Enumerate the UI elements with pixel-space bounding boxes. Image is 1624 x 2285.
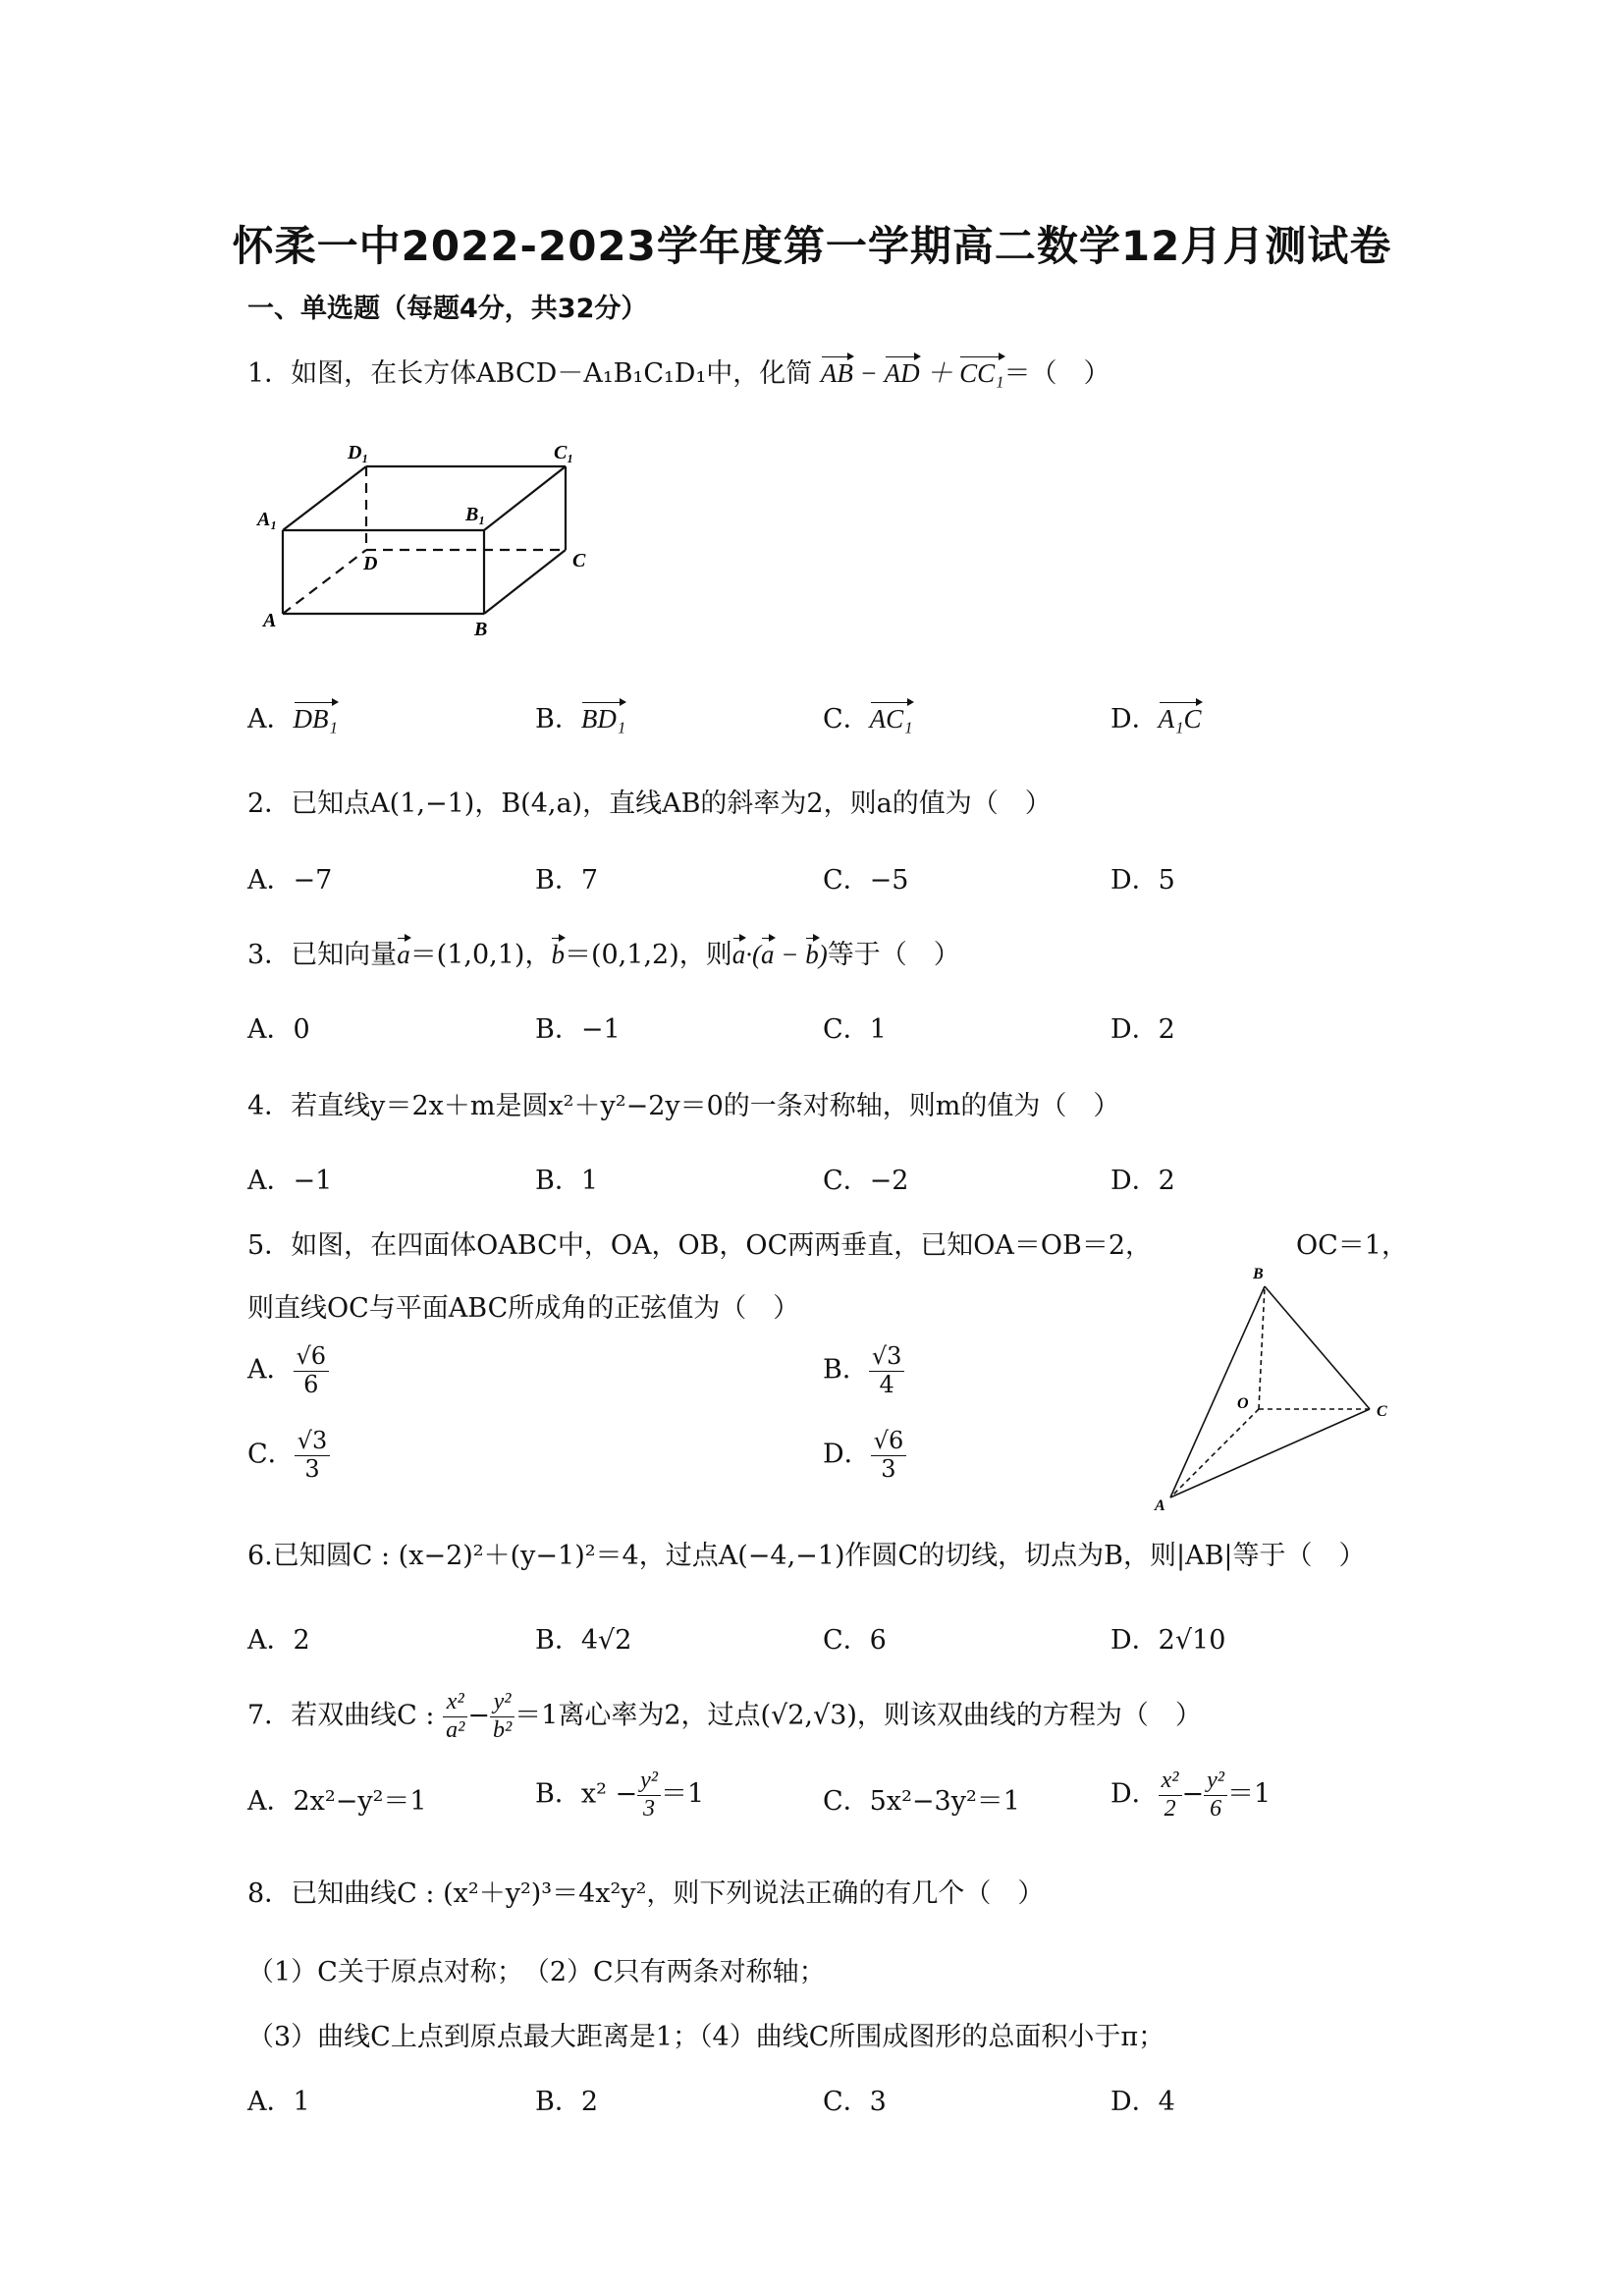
question-2: 2．已知点A(1,−1)，B(4,a)，直线AB的斜率为2，则a的值为（ ） — [247, 789, 1052, 819]
question-1: 1．如图，在长方体ABCD－A₁B₁C₁D₁中，化简 AB − AD ＋ CC₁＝（ ） — [247, 358, 1110, 389]
question-7: 7．若双曲线C : $\frac{\text{x²}}{\text{a²}}$ − $\frac{\text{y²}}{\text{b²}}$ ＝1离心率为2，过点(√2,√3)，则该双曲线的方程为（ ） — [247, 1689, 1202, 1743]
q3-option-b[interactable]: B．−1 — [535, 1014, 621, 1045]
question-5-oc: OC＝1， — [1296, 1230, 1408, 1261]
label-A1: A₁ — [257, 509, 278, 530]
label-D: D — [363, 553, 378, 574]
q1-option-b[interactable]: B．BD₁ — [535, 704, 626, 734]
q4-option-d[interactable]: D．2 — [1110, 1166, 1175, 1196]
q8-option-b[interactable]: B．2 — [535, 2087, 599, 2117]
label-D1: D₁ — [348, 442, 369, 463]
q5-option-a[interactable]: A． $\frac{√6}{6}$ — [247, 1343, 329, 1398]
q7-option-a[interactable]: A．2x²−y²＝1 — [247, 1786, 427, 1817]
q7-option-b[interactable]: B．x² − $\frac{\text{y²}}{3}$ ＝1 — [535, 1768, 705, 1822]
q7-option-d[interactable]: D． $\frac{\text{x²}}{2}$ − $\frac{\text{y²}}{6}$ ＝1 — [1110, 1768, 1272, 1822]
label-C: C — [1377, 1403, 1387, 1420]
q5-option-b[interactable]: B． $\frac{√3}{4}$ — [823, 1343, 904, 1398]
q8-option-a[interactable]: A．1 — [247, 2087, 310, 2117]
label-B1: B₁ — [465, 504, 486, 525]
question-5-line2: 则直线OC与平面ABC所成角的正弦值为（ ） — [247, 1293, 800, 1324]
q2-option-b[interactable]: B．7 — [535, 865, 599, 896]
q2-option-c[interactable]: C．−5 — [823, 865, 909, 896]
section-heading: 一、单选题（每题4分，共32分） — [247, 294, 648, 324]
q8-option-c[interactable]: C．3 — [823, 2087, 887, 2117]
q8-option-d[interactable]: D．4 — [1110, 2087, 1175, 2117]
question-4: 4．若直线y＝2x＋m是圆x²＋y²−2y＝0的一条对称轴，则m的值为（ ） — [247, 1091, 1120, 1121]
q6-option-b[interactable]: B．4√2 — [535, 1625, 632, 1656]
question-5: 5．如图，在四面体OABC中，OA，OB，OC两两垂直，已知OA＝OB＝2， — [247, 1230, 1153, 1261]
q6-option-c[interactable]: C．6 — [823, 1625, 887, 1656]
vector-expression: AB − AD ＋ CC₁ — [820, 358, 1004, 388]
q5-option-d[interactable]: D． $\frac{√6}{3}$ — [823, 1428, 906, 1483]
question-8-statements-1: （1）C关于原点对称； （2）C只有两条对称轴； — [247, 1957, 826, 1987]
label-A: A — [263, 610, 277, 631]
question-6: 6.已知圆C : (x−2)²＋(y−1)²＝4，过点A(−4,−1)作圆C的切线，切点为B，则|AB|等于（ ） — [247, 1541, 1366, 1571]
tetrahedron-diagram — [1149, 1257, 1404, 1512]
q1-option-c[interactable]: C．AC₁ — [823, 704, 913, 734]
label-A: A — [1155, 1497, 1165, 1512]
q4-option-c[interactable]: C．−2 — [823, 1166, 909, 1196]
q4-option-b[interactable]: B．1 — [535, 1166, 599, 1196]
question-8: 8．已知曲线C : (x²＋y²)³＝4x²y²，则下列说法正确的有几个（ ） — [247, 1878, 1045, 1909]
q3-option-d[interactable]: D．2 — [1110, 1014, 1175, 1045]
label-C: C — [572, 550, 586, 571]
label-B: B — [1253, 1266, 1264, 1282]
cuboid-diagram — [253, 432, 607, 638]
label-B: B — [474, 619, 488, 638]
question-8-statements-2: （3）曲线C上点到原点最大距离是1；（4）曲线C所围成图形的总面积小于π； — [247, 2022, 1165, 2052]
q6-option-d[interactable]: D．2√10 — [1110, 1625, 1226, 1656]
q7-option-c[interactable]: C．5x²−3y²＝1 — [823, 1786, 1020, 1817]
q2-option-d[interactable]: D．5 — [1110, 865, 1175, 896]
label-O: O — [1237, 1395, 1249, 1412]
q2-option-a[interactable]: A．−7 — [247, 865, 333, 896]
q1-option-a[interactable]: A．DB₁ — [247, 704, 338, 734]
q6-option-a[interactable]: A．2 — [247, 1625, 310, 1656]
page-title: 怀柔一中2022-2023学年度第一学期高二数学12月月测试卷 — [232, 222, 1392, 270]
label-C1: C₁ — [554, 442, 574, 463]
q1-option-d[interactable]: D．A₁C — [1110, 704, 1202, 734]
q3-option-a[interactable]: A．0 — [247, 1014, 310, 1045]
q3-option-c[interactable]: C．1 — [823, 1014, 887, 1045]
question-3: 3．已知向量a＝(1,0,1)，b＝(0,1,2)，则a·(a − b)等于（ ） — [247, 940, 960, 970]
q5-option-c[interactable]: C． $\frac{√3}{3}$ — [247, 1428, 330, 1483]
q4-option-a[interactable]: A．−1 — [247, 1166, 333, 1196]
